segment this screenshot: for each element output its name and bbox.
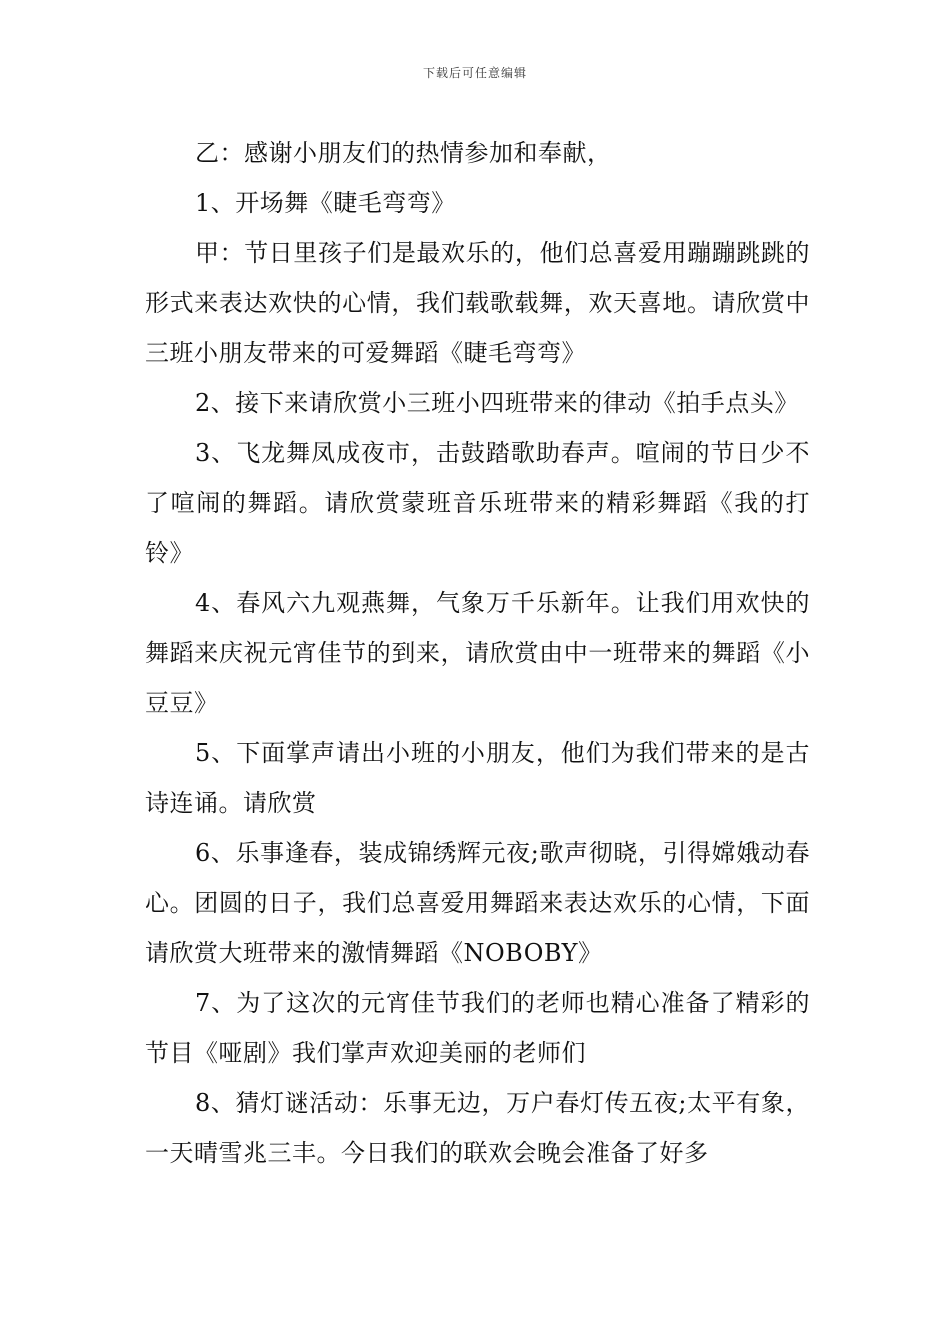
paragraph-thanks: 乙：感谢小朋友们的热情参加和奉献，: [195, 139, 612, 167]
page-header-note: 下载后可任意编辑: [422, 66, 527, 80]
paragraph-item-3: 3、飞龙舞凤成夜市，击鼓踏歌助春声。喧闹的节日少不了喧闹的舞蹈。请欣赏蒙班音乐班带来的精彩舞蹈《我的打铃》: [145, 439, 810, 567]
paragraph-item-2: 2、接下来请欣赏小三班小四班带来的律动《拍手点头》: [195, 389, 799, 417]
paragraph-item-8: 8、猜灯谜活动：乐事无边，万户春灯传五夜;太平有象，一天晴雪兆三丰。今日我们的联欢会晚会准备了好多: [145, 1089, 810, 1167]
paragraph-host-jia: 甲：节日里孩子们是最欢乐的，他们总喜爱用蹦蹦跳跳的形式来表达欢快的心情，我们载歌载舞，欢天喜地。请欣赏中三班小朋友带来的可爱舞蹈《睫毛弯弯》: [145, 239, 810, 367]
document-body: [145, 128, 810, 1178]
paragraph-item-1: 1、开场舞《睫毛弯弯》: [195, 189, 456, 217]
paragraph-item-7: 7、为了这次的元宵佳节我们的老师也精心准备了精彩的节目《哑剧》我们掌声欢迎美丽的老师们: [145, 989, 810, 1067]
paragraph-item-4: 4、春风六九观燕舞，气象万千乐新年。让我们用欢快的舞蹈来庆祝元宵佳节的到来，请欣赏由中一班带来的舞蹈《小豆豆》: [145, 589, 810, 717]
paragraph-item-5: 5、下面掌声请出小班的小朋友，他们为我们带来的是古诗连诵。请欣赏: [145, 739, 810, 817]
paragraph-item-6: 6、乐事逢春，装成锦绣辉元夜;歌声彻晓，引得嫦娥动春心。团圆的日子，我们总喜爱用舞蹈来表达欢乐的心情，下面请欣赏大班带来的激情舞蹈《NOBOBY》: [145, 839, 810, 967]
